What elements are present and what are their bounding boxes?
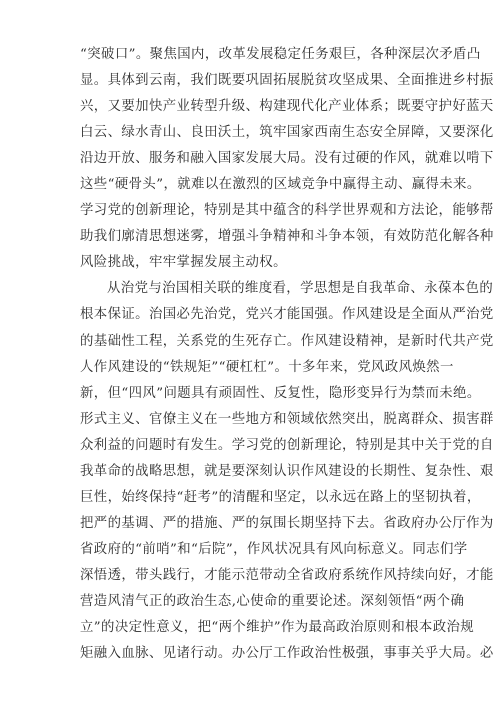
paragraph [80,42,494,276]
text-line: 沿边开放、服务和融入国家发展大局。没有过硬的作风，就难以啃下 [80,151,494,167]
text-line: 把严的基调、严的措施、严的氛围长期坚持下去。省政府办公厅作为 [80,515,494,531]
text-line: 风险挑战，牢牢掌握发展主动权。 [80,255,287,271]
text-line: 白云、绿水青山、良田沃土，筑牢国家西南生态安全屏障，又要深化 [80,125,494,141]
text-line: 人作风建设的“铁规矩”“硬杠杠”。十多年来，党风政风焕然一 [80,359,454,375]
text-line: 营造风清气正的政治生态,心使命的重要论述。深刻领悟“两个确 [80,593,465,609]
text-line: 从治党与治国相关联的维度看，学思想是自我革命、永葆本色的 [107,281,494,297]
text-line: 形式主义、官僚主义在一些地方和领域依然突出，脱离群众、损害群 [80,411,494,427]
text-line: 矩融入血脉、见诸行动。办公厅工作政治性极强，事事关乎大局。必 [80,646,494,662]
text-line: 新，但“四风”问题具有顽固性、反复性，隐形变异行为禁而未绝。 [80,385,481,401]
text-line: 立”的决定性意义，把“两个维护”作为最高政治原则和根本政治规 [80,620,475,636]
body-text [80,42,494,667]
text-line: 我革命的战略思想，就是要深刻认识作风建设的长期性、复杂性、艰 [80,463,494,479]
text-line: 深悟透，带头践行，才能示范带动全省政府系统作风持续向好，才能 [80,567,494,583]
text-line: 根本保证。治国必先治党，党兴才能国强。作风建设是全面从严治党 [80,307,494,323]
paragraph [80,276,494,667]
text-line: 显。具体到云南，我们既要巩固拓展脱贫攻坚成果、全面推进乡村振 [80,73,494,89]
text-line: 学习党的创新理论，特别是其中蕴含的科学世界观和方法论，能够帮 [80,203,494,219]
text-line: 省政府的“前哨”和“后院”，作风状况具有风向标意义。同志们学 [80,541,468,557]
text-line: 助我们廓清思想迷雾，增强斗争精神和斗争本领，有效防范化解各种 [80,229,494,245]
text-line: 这些“硬骨头”，就难以在激烈的区域竞争中赢得主动、赢得未来。 [80,177,481,193]
text-line: 众利益的问题时有发生。学习党的创新理论，特别是其中关于党的自 [80,437,494,453]
text-line: 巨性，始终保持“赶考”的清醒和坚定，以永远在路上的坚韧执着， [80,489,481,505]
text-line: “突破口”。聚焦国内，改革发展稳定任务艰巨，各种深层次矛盾凸 [80,47,481,62]
text-line: 兴，又要加快产业转型升级、构建现代化产业体系；既要守护好蓝天 [80,99,494,115]
text-line: 的基础性工程，关系党的生死存亡。作风建设精神，是新时代共产党 [80,333,494,349]
